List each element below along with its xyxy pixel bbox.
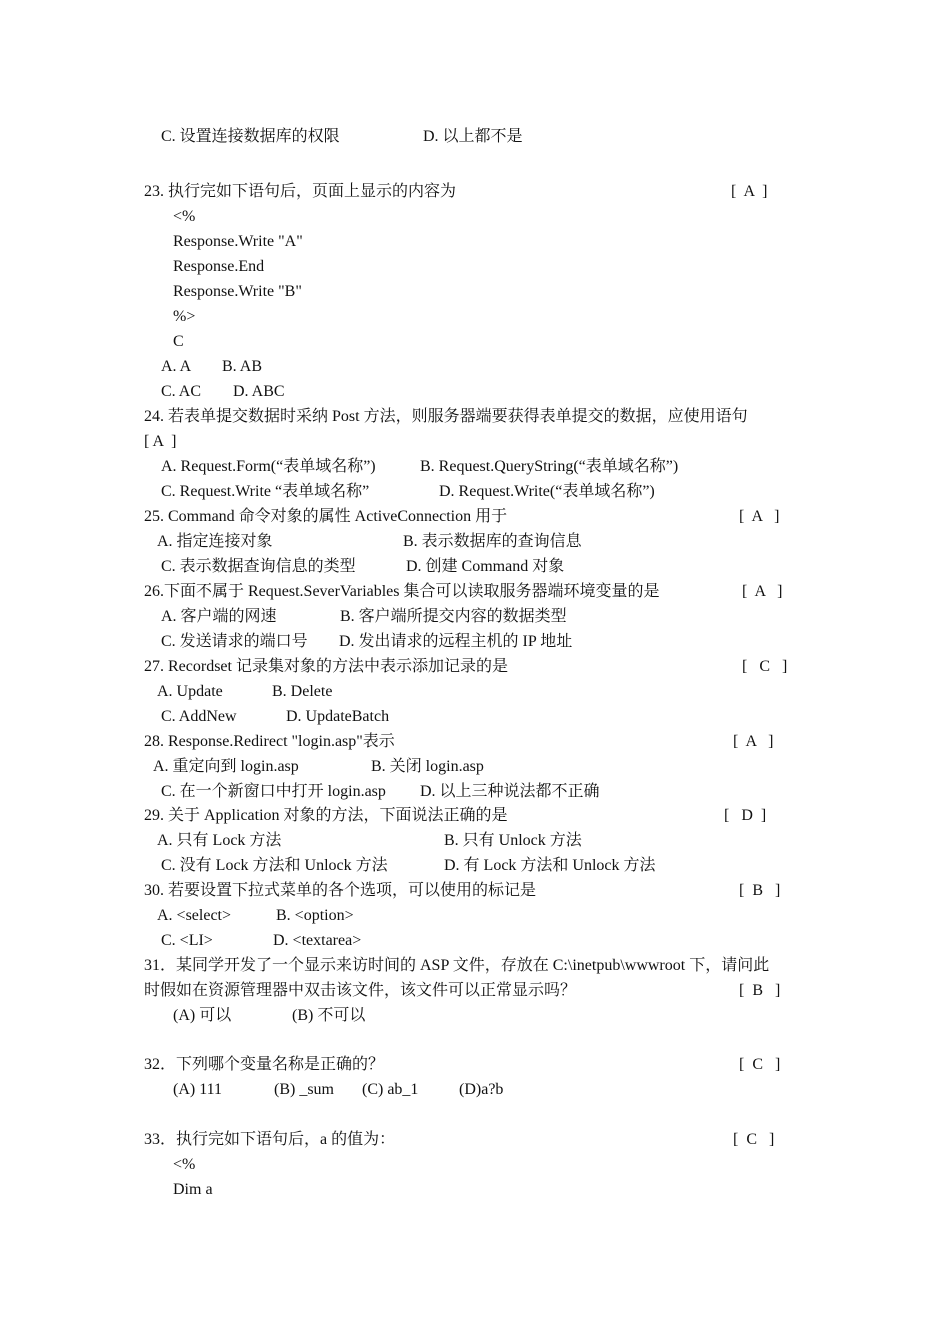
q30-answer: [ B ] xyxy=(739,882,781,899)
q28-option-a: A. 重定向到 login.asp xyxy=(153,758,299,775)
q25-answer: [ A ] xyxy=(739,508,780,525)
q27-option-b: B. Delete xyxy=(272,683,333,700)
q30-option-b: B. <option> xyxy=(276,907,354,924)
q32-option-c: (C) ab_1 xyxy=(362,1081,419,1098)
q29-option-a: A. 只有 Lock 方法 xyxy=(157,832,282,849)
code-line: Response.Write "B" xyxy=(173,283,302,300)
q29-stem: 29. 关于 Application 对象的方法，下面说法正确的是 xyxy=(144,807,508,824)
q25-option-b: B. 表示数据库的查询信息 xyxy=(403,533,582,550)
q32-option-d: (D)a?b xyxy=(459,1081,504,1098)
q26-answer: [ A ] xyxy=(742,583,783,600)
q23-option-b: B. AB xyxy=(222,358,263,375)
q23-stem: 23. 执行完如下语句后，页面上显示的内容为 xyxy=(144,183,457,200)
q27-answer: [ C ] xyxy=(742,658,788,675)
q23-option-a: A. A xyxy=(161,358,192,375)
q32-option-b: (B) _sum xyxy=(274,1081,334,1098)
q24-option-b: B. Request.QueryString(“表单域名称”) xyxy=(420,458,679,475)
q27-stem: 27. Recordset 记录集对象的方法中表示添加记录的是 xyxy=(144,658,508,675)
q30-option-d: D. <textarea> xyxy=(273,932,362,949)
q33-answer: [ C ] xyxy=(733,1131,775,1148)
q24-stem: 24. 若表单提交数据时采纳 Post 方法，则服务器端要获得表单提交的数据，应使用语句 xyxy=(144,408,748,425)
q29-option-d: D. 有 Lock 方法和 Unlock 方法 xyxy=(444,857,656,874)
q22-option-c: C. 设置连接数据库的权限 xyxy=(161,128,340,145)
code-line: %> xyxy=(173,308,196,325)
q27-option-d: D. UpdateBatch xyxy=(286,708,390,725)
q24-option-d: D. Request.Write(“表单域名称”) xyxy=(439,483,655,500)
q22-option-d: D. 以上都不是 xyxy=(423,128,523,145)
q28-option-c: C. 在一个新窗口中打开 login.asp xyxy=(161,783,386,800)
q33-stem: 33．执行完如下语句后，a 的值为： xyxy=(144,1131,396,1148)
q27-option-c: C. AddNew xyxy=(161,708,237,725)
q23-option-c: C. AC xyxy=(161,383,202,400)
q24-answer: [ A ] xyxy=(144,433,177,450)
q25-option-d: D. 创建 Command 对象 xyxy=(406,558,565,575)
q30-option-a: A. <select> xyxy=(157,907,232,924)
q31-option-a: (A) 可以 xyxy=(173,1007,232,1024)
code-line: <% xyxy=(173,1156,196,1173)
q28-option-d: D. 以上三种说法都不正确 xyxy=(420,783,600,800)
code-line: Response.Write "A" xyxy=(173,233,303,250)
q29-option-c: C. 没有 Lock 方法和 Unlock 方法 xyxy=(161,857,388,874)
q26-option-b: B. 客户端所提交内容的数据类型 xyxy=(340,608,567,625)
q27-option-a: A. Update xyxy=(157,683,223,700)
q25-option-a: A. 指定连接对象 xyxy=(157,533,273,550)
q24-option-c: C. Request.Write “表单域名称” xyxy=(161,483,370,500)
q31-answer: [ B ] xyxy=(739,982,781,999)
code-line: Response.End xyxy=(173,258,265,275)
q30-option-c: C. <LI> xyxy=(161,932,213,949)
code-line: <% xyxy=(173,208,196,225)
q31-option-b: (B) 不可以 xyxy=(292,1007,366,1024)
q32-option-a: (A) 111 xyxy=(173,1081,223,1098)
code-line: C xyxy=(173,333,184,350)
q23-answer: [ A ] xyxy=(731,183,768,200)
q32-answer: [ C ] xyxy=(739,1056,781,1073)
q31-stem: 时假如在资源管理器中双击该文件，该文件可以正常显示吗？ xyxy=(144,982,577,999)
q29-option-b: B. 只有 Unlock 方法 xyxy=(444,832,582,849)
q28-option-b: B. 关闭 login.asp xyxy=(371,758,484,775)
q26-stem: 26.下面不属于 Request.SeverVariables 集合可以读取服务器端环境变量的是 xyxy=(144,583,660,600)
q26-option-d: D. 发出请求的远程主机的 IP 地址 xyxy=(339,633,573,650)
q28-stem: 28. Response.Redirect "login.asp"表示 xyxy=(144,733,395,750)
q29-answer: [ D ] xyxy=(724,807,767,824)
q32-stem: 32．下列哪个变量名称是正确的？ xyxy=(144,1056,385,1073)
q26-option-a: A. 客户端的网速 xyxy=(161,608,277,625)
q24-option-a: A. Request.Form(“表单域名称”) xyxy=(161,458,376,475)
q31-stem: 31．某同学开发了一个显示来访时间的 ASP 文件，存放在 C:\inetpub\wwwroot 下，请问此 xyxy=(144,957,770,974)
code-line: Dim a xyxy=(173,1181,213,1198)
q25-option-c: C. 表示数据查询信息的类型 xyxy=(161,558,356,575)
q26-option-c: C. 发送请求的端口号 xyxy=(161,633,308,650)
q28-answer: [ A ] xyxy=(733,733,774,750)
q30-stem: 30. 若要设置下拉式菜单的各个选项，可以使用的标记是 xyxy=(144,882,537,899)
q23-option-d: D. ABC xyxy=(233,383,285,400)
q25-stem: 25. Command 命令对象的属性 ActiveConnection 用于 xyxy=(144,508,508,525)
